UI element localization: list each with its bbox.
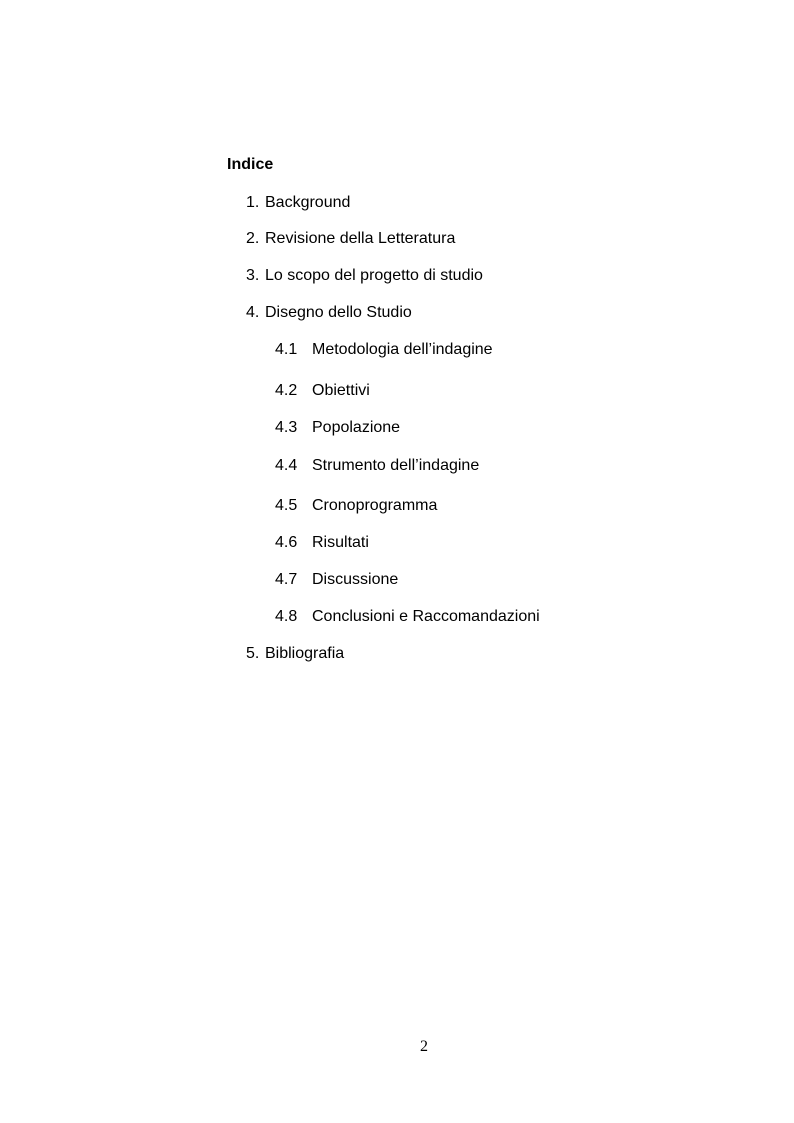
toc-subitem-label: Obiettivi [312, 382, 370, 399]
toc-subitem-label: Popolazione [312, 419, 401, 436]
toc-subitem-number: 4.6 [275, 534, 298, 551]
toc-item-number: 2. [246, 230, 260, 247]
toc-subitem-risultati [275, 533, 369, 553]
page-number: 2 [420, 1038, 428, 1055]
toc-subitem-number: 4.7 [275, 571, 298, 588]
toc-title: Indice [227, 156, 274, 173]
toc-item-label: Revisione della Letteratura [265, 230, 456, 247]
toc-subitem-popolazione [275, 418, 400, 438]
toc-subitem-number: 4.1 [275, 341, 298, 358]
toc-item-bibliografia [246, 644, 344, 664]
toc-subitem-label: Cronoprogramma [312, 497, 438, 514]
toc-subitem-cronoprogramma [275, 496, 437, 516]
toc-item-disegno [246, 303, 412, 323]
toc-item-number: 5. [246, 645, 260, 662]
toc-subitem-label: Risultati [312, 534, 369, 551]
toc-subitem-label: Strumento dell’indagine [312, 457, 480, 474]
toc-subitem-obiettivi [275, 381, 370, 401]
toc-subitem-number: 4.3 [275, 419, 298, 436]
toc-subitem-discussione [275, 570, 398, 590]
toc-item-label: Bibliografia [265, 645, 345, 662]
toc-item-background [246, 193, 350, 213]
toc-subitem-strumento [275, 456, 479, 476]
toc-item-number: 4. [246, 304, 260, 321]
toc-item-label: Disegno dello Studio [265, 304, 412, 321]
toc-item-label: Lo scopo del progetto di studio [265, 267, 483, 284]
toc-subitem-number: 4.4 [275, 457, 298, 474]
toc-subitem-metodologia [275, 340, 493, 360]
toc-item-number: 1. [246, 194, 260, 211]
toc-subitem-label: Conclusioni e Raccomandazioni [312, 608, 540, 625]
toc-item-number: 3. [246, 267, 260, 284]
toc-item-revisione [246, 229, 455, 249]
toc-subitem-conclusioni [275, 607, 540, 627]
toc-subitem-number: 4.5 [275, 497, 298, 514]
toc-item-scopo [246, 266, 483, 286]
toc-subitem-number: 4.2 [275, 382, 298, 399]
toc-subitem-label: Discussione [312, 571, 399, 588]
toc-subitem-label: Metodologia dell’indagine [312, 341, 493, 358]
toc-item-label: Background [265, 194, 351, 211]
toc-subitem-number: 4.8 [275, 608, 298, 625]
